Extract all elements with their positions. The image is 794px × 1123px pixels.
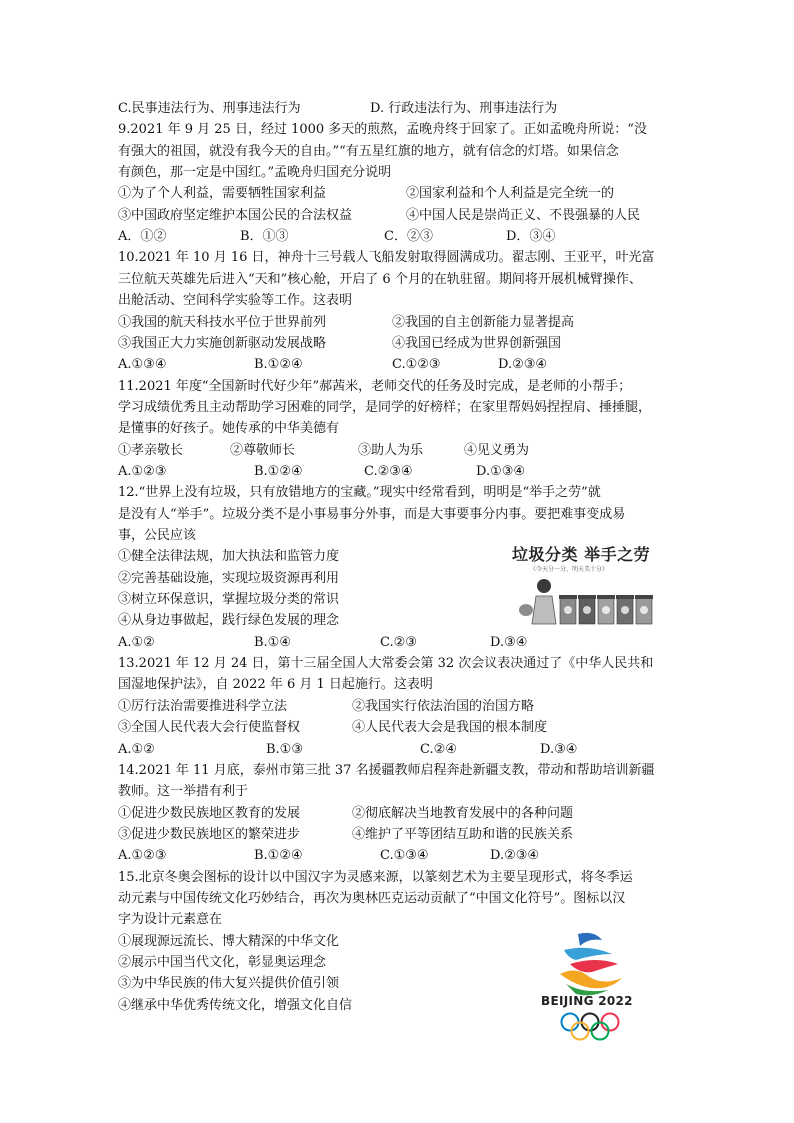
bin-lid — [559, 595, 577, 599]
bin-lid — [616, 595, 634, 599]
text-line — [118, 420, 339, 438]
poster-title: 垃圾分类 举手之劳 — [512, 545, 651, 564]
line-text: 13.2021 年 12 月 24 日，第十三届全国人大常委会第 32 次会议表决通过了《中华人民共和 — [118, 656, 654, 672]
text-line — [118, 911, 222, 929]
line-text: 字为设计元素意在 — [118, 912, 223, 928]
text-line — [118, 292, 352, 310]
text-line — [118, 484, 601, 502]
line-segment: ①孝亲敬长 — [118, 442, 184, 458]
line-text: 三位航天英雄先后进入“天和”核心舱，开启了 6 个月的在轨驻留。期间将开展机械臂操作、 — [118, 271, 642, 287]
text-line — [118, 933, 339, 951]
line-segment: A.①② — [118, 634, 155, 650]
figure-head — [537, 579, 551, 593]
text-line — [118, 249, 655, 267]
line-segment: ②我国的自主创新能力显著提高 — [392, 314, 575, 330]
line-segment: ①促进少数民族地区教育的发展 — [118, 805, 301, 821]
text-line — [118, 762, 655, 780]
line-text: ④从身边事做起，践行绿色发展的理念 — [118, 613, 340, 629]
line-segment: D. 行政违法行为、刑事违法行为 — [370, 101, 558, 116]
line-text: 有颜色，那一定是中国红。”孟晚舟归国充分说明 — [118, 165, 392, 181]
line-text: 9.2021 年 9 月 25 日，经过 1000 多天的煎熬，孟晚舟终于回家了。正如孟晚舟所说：“没 — [118, 122, 647, 138]
line-segment: ①为了个人利益，需要牺牲国家利益 — [118, 186, 327, 202]
figure-body — [532, 596, 556, 624]
line-text: 事，公民应该 — [118, 528, 197, 543]
line-segment: C.②③④ — [364, 463, 413, 479]
line-text: 是没有人“举手”。垃圾分类不是小事易事分外事，而是大事要事分内事。要把难事变成易 — [118, 506, 626, 522]
text-line — [118, 570, 339, 588]
line-segment: D.②③④ — [490, 848, 540, 864]
line-segment: ④维护了平等团结互助和谐的民族关系 — [352, 826, 574, 842]
bin-symbol-icon — [621, 606, 629, 614]
line-segment: C.②④ — [420, 741, 457, 757]
text-line — [118, 869, 633, 887]
line-text: ③树立环保意识，掌握垃圾分类的常识 — [118, 592, 340, 608]
line-segment: B.①②④ — [254, 848, 303, 864]
text-line — [118, 506, 625, 524]
line-text: ④继承中华优秀传统文化，增强文化自信 — [118, 997, 353, 1013]
olympic-ring — [592, 1023, 609, 1040]
line-text: 15.北京冬奥会图标的设计以中国汉字为灵感来源，以篆刻艺术为主要呈现形式，将冬季运 — [118, 869, 633, 885]
line-segment: A．①② — [118, 229, 167, 245]
bin-lid — [635, 595, 653, 599]
line-segment: ④见义勇为 — [464, 442, 530, 458]
garbage-bins-illustration — [506, 540, 656, 628]
text-line — [118, 975, 339, 993]
line-segment: A.①②③ — [118, 463, 167, 479]
line-segment: ③全国人民代表大会行使监督权 — [118, 720, 301, 736]
text-line — [118, 143, 619, 161]
line-text: 有强大的祖国，就没有我今天的自由。”“有五星红旗的地方，就有信念的灯塔。如果信念 — [118, 143, 619, 159]
line-segment: ①我国的航天科技水平位于世界前列 — [118, 314, 327, 330]
olympic-ring — [582, 1014, 599, 1031]
line-text: 12.“世界上没有垃圾，只有放错地方的宝藏。”现实中经常看到，明明是“举手之劳”就 — [118, 485, 601, 501]
line-segment: ④人民代表大会是我国的根本制度 — [352, 720, 548, 736]
line-segment: C.①③④ — [380, 848, 429, 864]
text-line — [118, 164, 391, 182]
line-segment: D.①③④ — [476, 463, 526, 479]
line-segment: C.②③ — [380, 634, 417, 650]
line-text: ①健全法律法规，加大执法和监管力度 — [118, 549, 340, 565]
line-segment: D.③④ — [490, 634, 528, 650]
line-segment: B.①④ — [254, 634, 291, 650]
poster-subtitle: 《今天分一分、明天美十分》 — [530, 566, 609, 573]
bin-symbol-icon — [640, 606, 648, 614]
line-text: 10.2021 年 10 月 16 日，神舟十三号载人飞船发射取得圆满成功。翟志刚、王亚平，叶光富 — [118, 250, 655, 266]
line-text: 11.2021 年度“全国新时代好少年”郝茜米，老师交代的任务及时完成，是老师的小帮手； — [118, 378, 632, 394]
text-line — [118, 527, 196, 545]
text-line — [118, 612, 339, 630]
text-line — [118, 997, 352, 1015]
line-segment: ②彻底解决当地教育发展中的各种问题 — [352, 805, 574, 821]
line-segment: B.①②④ — [254, 357, 303, 373]
line-text: 14.2021 年 11 月底，泰州市第三批 37 名援疆教师启程奔赴新疆支教，带动和帮助培训新疆 — [118, 762, 655, 778]
line-text: 是懂事的好孩子。她传承的中华美德有 — [118, 421, 340, 437]
line-text: 国湿地保护法》，自 2022 年 6 月 1 日起施行。这表明 — [118, 677, 433, 693]
beijing-2022-emblem — [536, 928, 646, 1038]
emblem-wordmark: BEIJING 2022 — [541, 994, 633, 1008]
bin-symbol-icon — [602, 606, 610, 614]
line-segment: D.②③④ — [498, 357, 548, 373]
line-segment: D.③④ — [540, 741, 578, 757]
line-text: 出舱活动、空间科学实验等工作。这表明 — [118, 293, 353, 309]
text-line — [118, 890, 625, 908]
olympic-ring — [572, 1023, 589, 1040]
olympic-rings-icon — [536, 1012, 646, 1042]
line-segment: ②尊敬师长 — [230, 442, 296, 458]
line-segment: C．②③ — [384, 229, 433, 245]
line-text: ②完善基础设施，实现垃圾资源再利用 — [118, 570, 340, 586]
line-segment: D．③④ — [506, 229, 556, 245]
line-text: ③为中华民族的伟大复兴提供价值引领 — [118, 976, 340, 992]
line-segment: ②我国实行依法治国的治国方略 — [352, 698, 535, 714]
line-segment: B．①③ — [240, 229, 289, 245]
bin-symbol-icon — [583, 606, 591, 614]
text-line — [118, 676, 433, 694]
line-segment: ③中国政府坚定维护本国公民的合法权益 — [118, 207, 353, 223]
text-line — [118, 121, 647, 139]
bin-lid — [578, 595, 596, 599]
bin-lid — [597, 595, 615, 599]
olympic-ring — [602, 1014, 619, 1031]
line-segment: ④我国已经成为世界创新强国 — [392, 335, 562, 351]
text-line — [118, 378, 631, 396]
line-segment: ③促进少数民族地区的繁荣进步 — [118, 826, 301, 842]
line-text: 学习成绩优秀且主动帮助学习困难的同学，是同学的好榜样；在家里帮妈妈捏捏肩、捶捶腿， — [118, 399, 652, 415]
line-segment: B.①②④ — [254, 463, 303, 479]
line-segment: B.①③ — [266, 741, 303, 757]
line-segment: A.①② — [118, 741, 155, 757]
text-line — [118, 399, 651, 417]
text-line — [118, 548, 339, 566]
text-line — [118, 954, 326, 972]
line-text: 教师。这一举措有利于 — [118, 784, 249, 800]
line-segment: C.民事违法行为、刑事违法行为 — [118, 101, 301, 116]
line-segment: ③我国正大力实施创新驱动发展战略 — [118, 335, 327, 351]
line-text: 动元素与中国传统文化巧妙结合，再次为奥林匹克运动贡献了“中国文化符号”。图标以汉 — [118, 890, 626, 906]
olympic-ring — [562, 1014, 579, 1031]
line-segment: A.①②③ — [118, 848, 167, 864]
text-line — [118, 655, 653, 673]
line-segment: ④中国人民是崇尚正义、不畏强暴的人民 — [406, 207, 641, 223]
line-segment: C.①②③ — [392, 357, 441, 373]
line-segment: ③助人为乐 — [358, 442, 424, 458]
bin-symbol-icon — [564, 606, 572, 614]
line-segment: ②国家利益和个人利益是完全统一的 — [406, 186, 615, 202]
line-text: ①展现源远流长、博大精深的中华文化 — [118, 933, 340, 949]
line-text: ②展示中国当代文化，彰显奥运理念 — [118, 955, 327, 970]
line-segment: A.①③④ — [118, 357, 167, 373]
garbage-sorting-poster — [506, 540, 656, 628]
trash-bag-icon — [519, 604, 533, 616]
text-line — [118, 591, 339, 609]
line-segment: ①厉行法治需要推进科学立法 — [118, 698, 288, 714]
text-line — [118, 783, 248, 801]
text-line — [118, 271, 642, 289]
